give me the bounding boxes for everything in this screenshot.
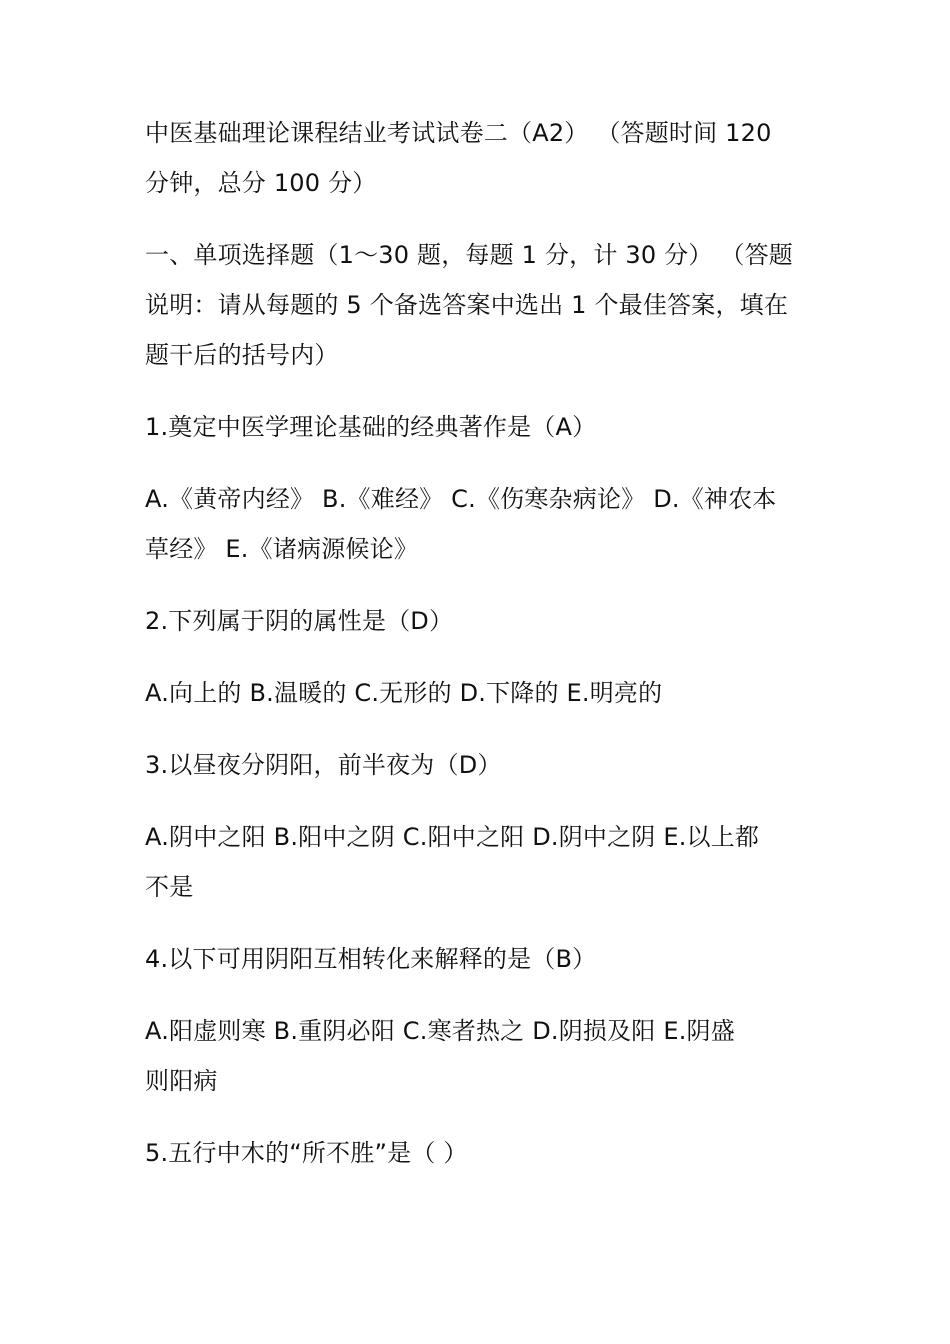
question-1-options-line-1: A.《黄帝内经》 B.《难经》 C.《伤寒杂病论》 D.《神农本 xyxy=(145,485,777,513)
question-5-stem: 5.五行中木的“所不胜”是（ ） xyxy=(145,1139,468,1167)
question-1-stem: 1.奠定中医学理论基础的经典著作是（A） xyxy=(145,413,597,441)
question-4-options-line-2: 则阳病 xyxy=(145,1067,218,1095)
section-heading-line-1: 一、单项选择题（1～30 题，每题 1 分，计 30 分） （答题 xyxy=(145,241,793,269)
question-3-options-line-1: A.阴中之阳 B.阳中之阴 C.阳中之阳 D.阴中之阴 E.以上都 xyxy=(145,823,760,851)
question-3-options-line-2: 不是 xyxy=(145,873,194,901)
title-line-2: 分钟，总分 100 分） xyxy=(145,169,377,197)
question-3-stem: 3.以昼夜分阴阳，前半夜为（D） xyxy=(145,751,502,779)
section-heading-line-2: 说明：请从每题的 5 个备选答案中选出 1 个最佳答案，填在 xyxy=(145,291,789,319)
question-2-options-line-1: A.向上的 B.温暖的 C.无形的 D.下降的 E.明亮的 xyxy=(145,679,663,707)
question-1-options-line-2: 草经》 E.《诸病源候论》 xyxy=(145,535,419,563)
question-4-stem: 4.以下可用阴阳互相转化来解释的是（B） xyxy=(145,945,597,973)
section-heading-line-3: 题干后的括号内） xyxy=(145,341,339,369)
question-2-stem: 2.下列属于阴的属性是（D） xyxy=(145,607,454,635)
question-4-options-line-1: A.阳虚则寒 B.重阴必阳 C.寒者热之 D.阴损及阳 E.阴盛 xyxy=(145,1017,735,1045)
title-line-1: 中医基础理论课程结业考试试卷二（A2） （答题时间 120 xyxy=(145,119,772,147)
